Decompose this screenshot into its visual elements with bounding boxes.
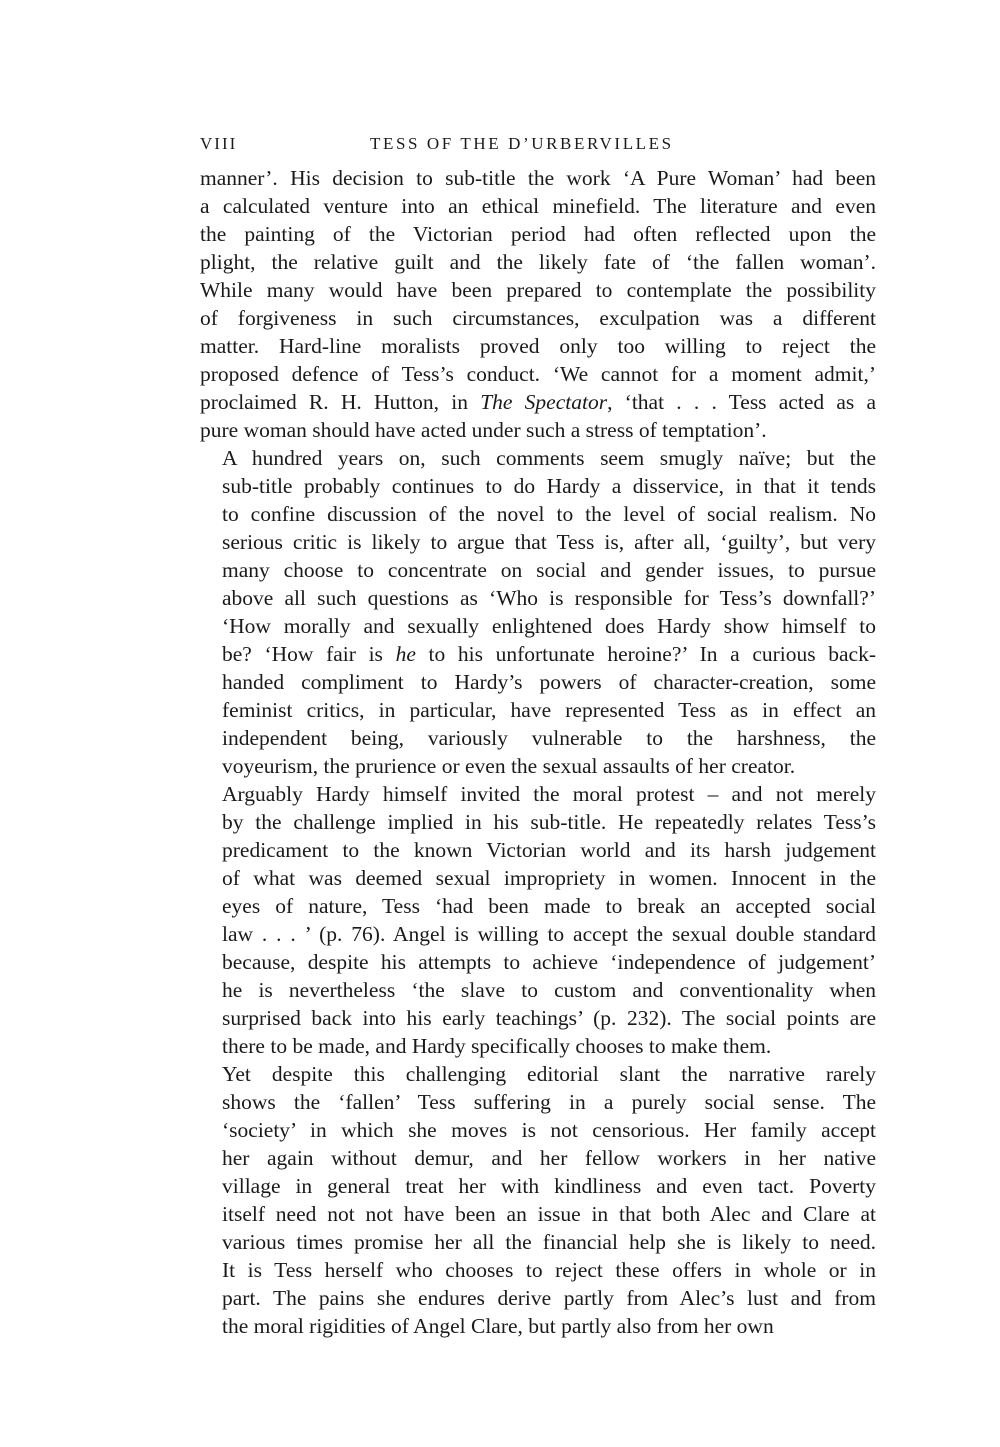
text-line: predicament to the known Victorian world and its harsh judgement (222, 838, 876, 862)
text-line: proposed defence of Tess’s conduct. ‘We cannot for a moment admit,’ (200, 362, 876, 386)
text-line: surprised back into his early teachings’ (p. 232). The social points are (222, 1006, 876, 1030)
text-line: a calculated venture into an ethical minefield. The literature and even (200, 194, 876, 218)
text-line: to confine discussion of the novel to the level of social realism. No (222, 502, 876, 526)
text-line: serious critic is likely to argue that Tess is, after all, ‘guilty’, but very (222, 530, 876, 554)
paragraph (200, 1060, 876, 1340)
text-line: ‘society’ in which she moves is not censorious. Her family accept (222, 1118, 876, 1142)
text-line: While many would have been prepared to contemplate the possibility (200, 278, 876, 302)
text-line: of forgiveness in such circumstances, exculpation was a different (200, 306, 876, 330)
text-line: the painting of the Victorian period had often reflected upon the (200, 222, 876, 246)
text-line: manner’. His decision to sub-title the work ‘A Pure Woman’ had been (200, 166, 876, 190)
text-line: proclaimed R. H. Hutton, in The Spectator, ‘that . . . Tess acted as a (200, 390, 876, 414)
text-line: law . . . ’ (p. 76). Angel is willing to accept the sexual double standard (222, 922, 876, 946)
text-line: handed compliment to Hardy’s powers of character-creation, some (222, 670, 876, 694)
paragraph (200, 780, 876, 1060)
text-line: itself need not not have been an issue in that both Alec and Clare at (222, 1202, 876, 1226)
text-line: because, despite his attempts to achieve ‘independence of judgement’ (222, 950, 876, 974)
text-line: ‘How morally and sexually enlightened does Hardy show himself to (222, 614, 876, 638)
page-number: VIII (200, 134, 238, 153)
text-line: plight, the relative guilt and the likely fate of ‘the fallen woman’. (200, 250, 876, 274)
italic-title: The Spectator (480, 390, 608, 414)
paragraph (200, 444, 876, 780)
text-line: various times promise her all the financial help she is likely to need. (222, 1230, 876, 1254)
text-line: by the challenge implied in his sub-title. He repeatedly relates Tess’s (222, 810, 876, 834)
text-line: Arguably Hardy himself invited the moral protest – and not merely (222, 782, 876, 806)
italic-emphasis: he (395, 642, 416, 666)
text-line: of what was deemed sexual impropriety in women. Innocent in the (222, 866, 876, 890)
text-line: pure woman should have acted under such a stress of temptation’. (200, 418, 767, 442)
text-line: her again without demur, and her fellow workers in her native (222, 1146, 876, 1170)
text-line: eyes of nature, Tess ‘had been made to break an accepted social (222, 894, 876, 918)
running-title: TESS OF THE D’URBERVILLES (370, 134, 674, 153)
text-line: sub-title probably continues to do Hardy a disservice, in that it tends (222, 474, 876, 498)
running-head (200, 128, 876, 164)
text-line: A hundred years on, such comments seem smugly naïve; but the (222, 446, 876, 470)
book-page (200, 128, 876, 1340)
text-line: part. The pains she endures derive partly from Alec’s lust and from (222, 1286, 876, 1310)
text-line: Yet despite this challenging editorial slant the narrative rarely (222, 1062, 876, 1086)
text-line: independent being, variously vulnerable to the harshness, the (222, 726, 876, 750)
text-line: be? ‘How fair is he to his unfortunate heroine?’ In a curious back- (222, 642, 876, 666)
text-line: there to be made, and Hardy specifically chooses to make them. (222, 1034, 772, 1058)
text-line: the moral rigidities of Angel Clare, but partly also from her own (222, 1314, 774, 1338)
text-line: It is Tess herself who chooses to reject these offers in whole or in (222, 1258, 876, 1282)
text-line: above all such questions as ‘Who is responsible for Tess’s downfall?’ (222, 586, 876, 610)
text-line: voyeurism, the prurience or even the sexual assaults of her creator. (222, 754, 796, 778)
text-line: village in general treat her with kindliness and even tact. Poverty (222, 1174, 876, 1198)
text-line: shows the ‘fallen’ Tess suffering in a purely social sense. The (222, 1090, 876, 1114)
body-text (200, 164, 876, 1340)
text-line: feminist critics, in particular, have represented Tess as in effect an (222, 698, 876, 722)
text-line: matter. Hard-line moralists proved only too willing to reject the (200, 334, 876, 358)
text-line: many choose to concentrate on social and gender issues, to pursue (222, 558, 876, 582)
text-line: he is nevertheless ‘the slave to custom and conventionality when (222, 978, 876, 1002)
paragraph (200, 164, 876, 444)
